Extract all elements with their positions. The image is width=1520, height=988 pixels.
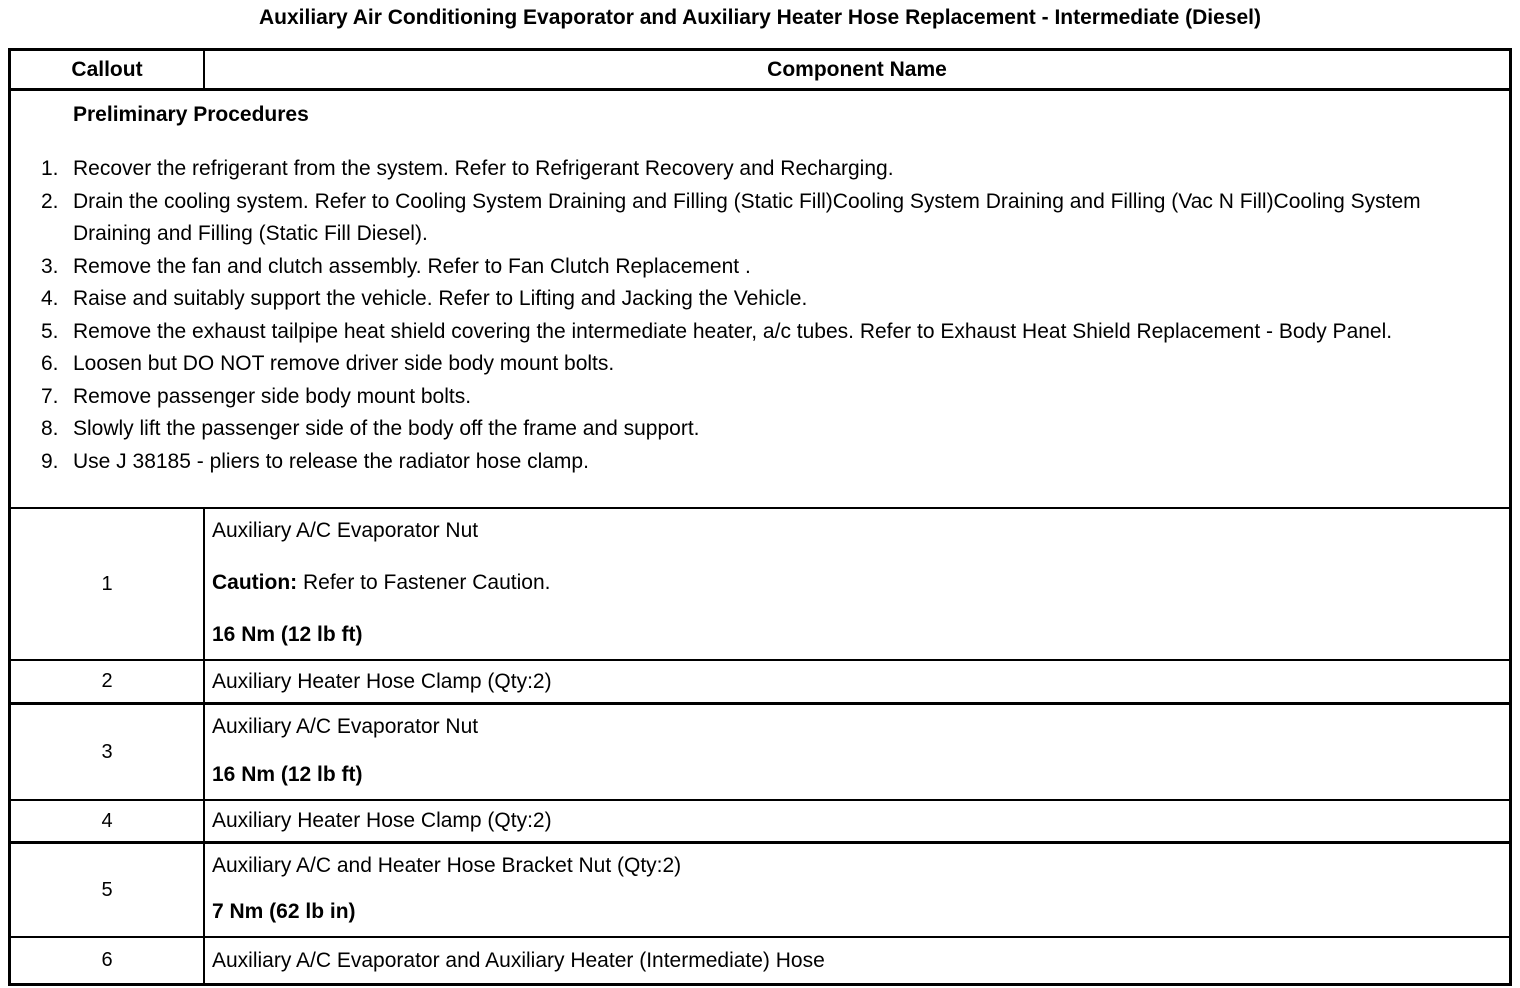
preliminary-procedures-section bbox=[11, 91, 1509, 509]
table-row-callout-1 bbox=[11, 509, 1509, 659]
prelim-step-4 bbox=[41, 283, 1469, 316]
step-number: 1. bbox=[41, 157, 59, 180]
prelim-step-1 bbox=[41, 153, 1469, 186]
component-cell bbox=[205, 801, 1509, 841]
column-header-component-name: Component Name bbox=[767, 57, 947, 81]
step-number: 8. bbox=[41, 417, 59, 440]
step-text: Slowly lift the passenger side of the body off the frame and support. bbox=[73, 417, 700, 440]
callout-number: 6 bbox=[11, 938, 205, 983]
column-header-callout: Callout bbox=[11, 51, 205, 88]
component-name: Auxiliary A/C Evaporator and Auxiliary Heater (Intermediate) Hose bbox=[212, 948, 825, 972]
prelim-step-9 bbox=[41, 446, 1469, 479]
preliminary-procedures-heading: Preliminary Procedures bbox=[73, 103, 309, 126]
step-text: Drain the cooling system. Refer to Cooling System Draining and Filling (Static Fill)Cooling System Draining and Filling (Vac N Fill)Cooling System Draining and Filling (Static Fill Diesel). bbox=[73, 189, 1421, 245]
step-number: 6. bbox=[41, 352, 59, 375]
component-name: Auxiliary Heater Hose Clamp (Qty:2) bbox=[212, 809, 552, 832]
table-row-callout-5 bbox=[11, 841, 1509, 936]
component-name: Auxiliary A/C Evaporator Nut bbox=[212, 519, 479, 542]
caution-text: Refer to Fastener Caution. bbox=[303, 571, 551, 594]
component-cell bbox=[205, 844, 1509, 936]
table-row-callout-2 bbox=[11, 659, 1509, 702]
table-row-callout-6 bbox=[11, 936, 1509, 983]
prelim-step-3 bbox=[41, 251, 1469, 284]
component-cell bbox=[205, 705, 1509, 799]
step-text: Loosen but DO NOT remove driver side body mount bolts. bbox=[73, 352, 615, 375]
table-row-callout-3 bbox=[11, 702, 1509, 799]
step-text: Remove the fan and clutch assembly. Refer to Fan Clutch Replacement . bbox=[73, 254, 751, 278]
torque-spec: 16 Nm (12 lb ft) bbox=[212, 763, 363, 786]
component-name: Auxiliary Heater Hose Clamp (Qty:2) bbox=[212, 669, 552, 693]
torque-spec: 16 Nm (12 lb ft) bbox=[212, 623, 363, 646]
step-number: 5. bbox=[41, 319, 59, 343]
step-number: 2. bbox=[41, 189, 59, 213]
caution-line bbox=[212, 571, 1499, 595]
prelim-step-8 bbox=[41, 413, 1469, 446]
prelim-step-7 bbox=[41, 381, 1469, 414]
caution-label: Caution: bbox=[212, 571, 298, 594]
component-cell bbox=[205, 661, 1509, 702]
component-name: Auxiliary A/C and Heater Hose Bracket Nut (Qty:2) bbox=[212, 854, 682, 877]
callout-number: 4 bbox=[11, 801, 205, 841]
callout-number: 2 bbox=[11, 661, 205, 702]
step-number: 9. bbox=[41, 449, 59, 473]
prelim-step-6 bbox=[41, 348, 1469, 381]
step-text: Use J 38185 - pliers to release the radiator hose clamp. bbox=[73, 449, 589, 473]
step-number: 7. bbox=[41, 384, 59, 408]
callout-number: 1 bbox=[11, 509, 205, 659]
component-table bbox=[8, 48, 1512, 986]
callout-number: 3 bbox=[11, 705, 205, 799]
table-row-callout-4 bbox=[11, 799, 1509, 841]
component-cell bbox=[205, 938, 1509, 983]
component-name: Auxiliary A/C Evaporator Nut bbox=[212, 715, 479, 738]
table-header-row bbox=[11, 51, 1509, 91]
prelim-step-5 bbox=[41, 316, 1469, 349]
step-number: 3. bbox=[41, 254, 59, 278]
step-text: Recover the refrigerant from the system. Refer to Refrigerant Recovery and Recharging. bbox=[73, 157, 894, 180]
torque-spec: 7 Nm (62 lb in) bbox=[212, 900, 356, 923]
prelim-step-2 bbox=[41, 186, 1469, 251]
step-text: Raise and suitably support the vehicle. Refer to Lifting and Jacking the Vehicle. bbox=[73, 287, 808, 310]
page-title: Auxiliary Air Conditioning Evaporator and Auxiliary Heater Hose Replacement - Intermediate (Diesel) bbox=[258, 6, 1262, 29]
callout-number: 5 bbox=[11, 844, 205, 936]
step-text: Remove passenger side body mount bolts. bbox=[73, 384, 472, 408]
component-cell bbox=[205, 509, 1509, 659]
step-text: Remove the exhaust tailpipe heat shield covering the intermediate heater, a/c tubes. Refer to Exhaust Heat Shield Replacement - Body Panel. bbox=[73, 319, 1393, 343]
step-number: 4. bbox=[41, 287, 59, 310]
